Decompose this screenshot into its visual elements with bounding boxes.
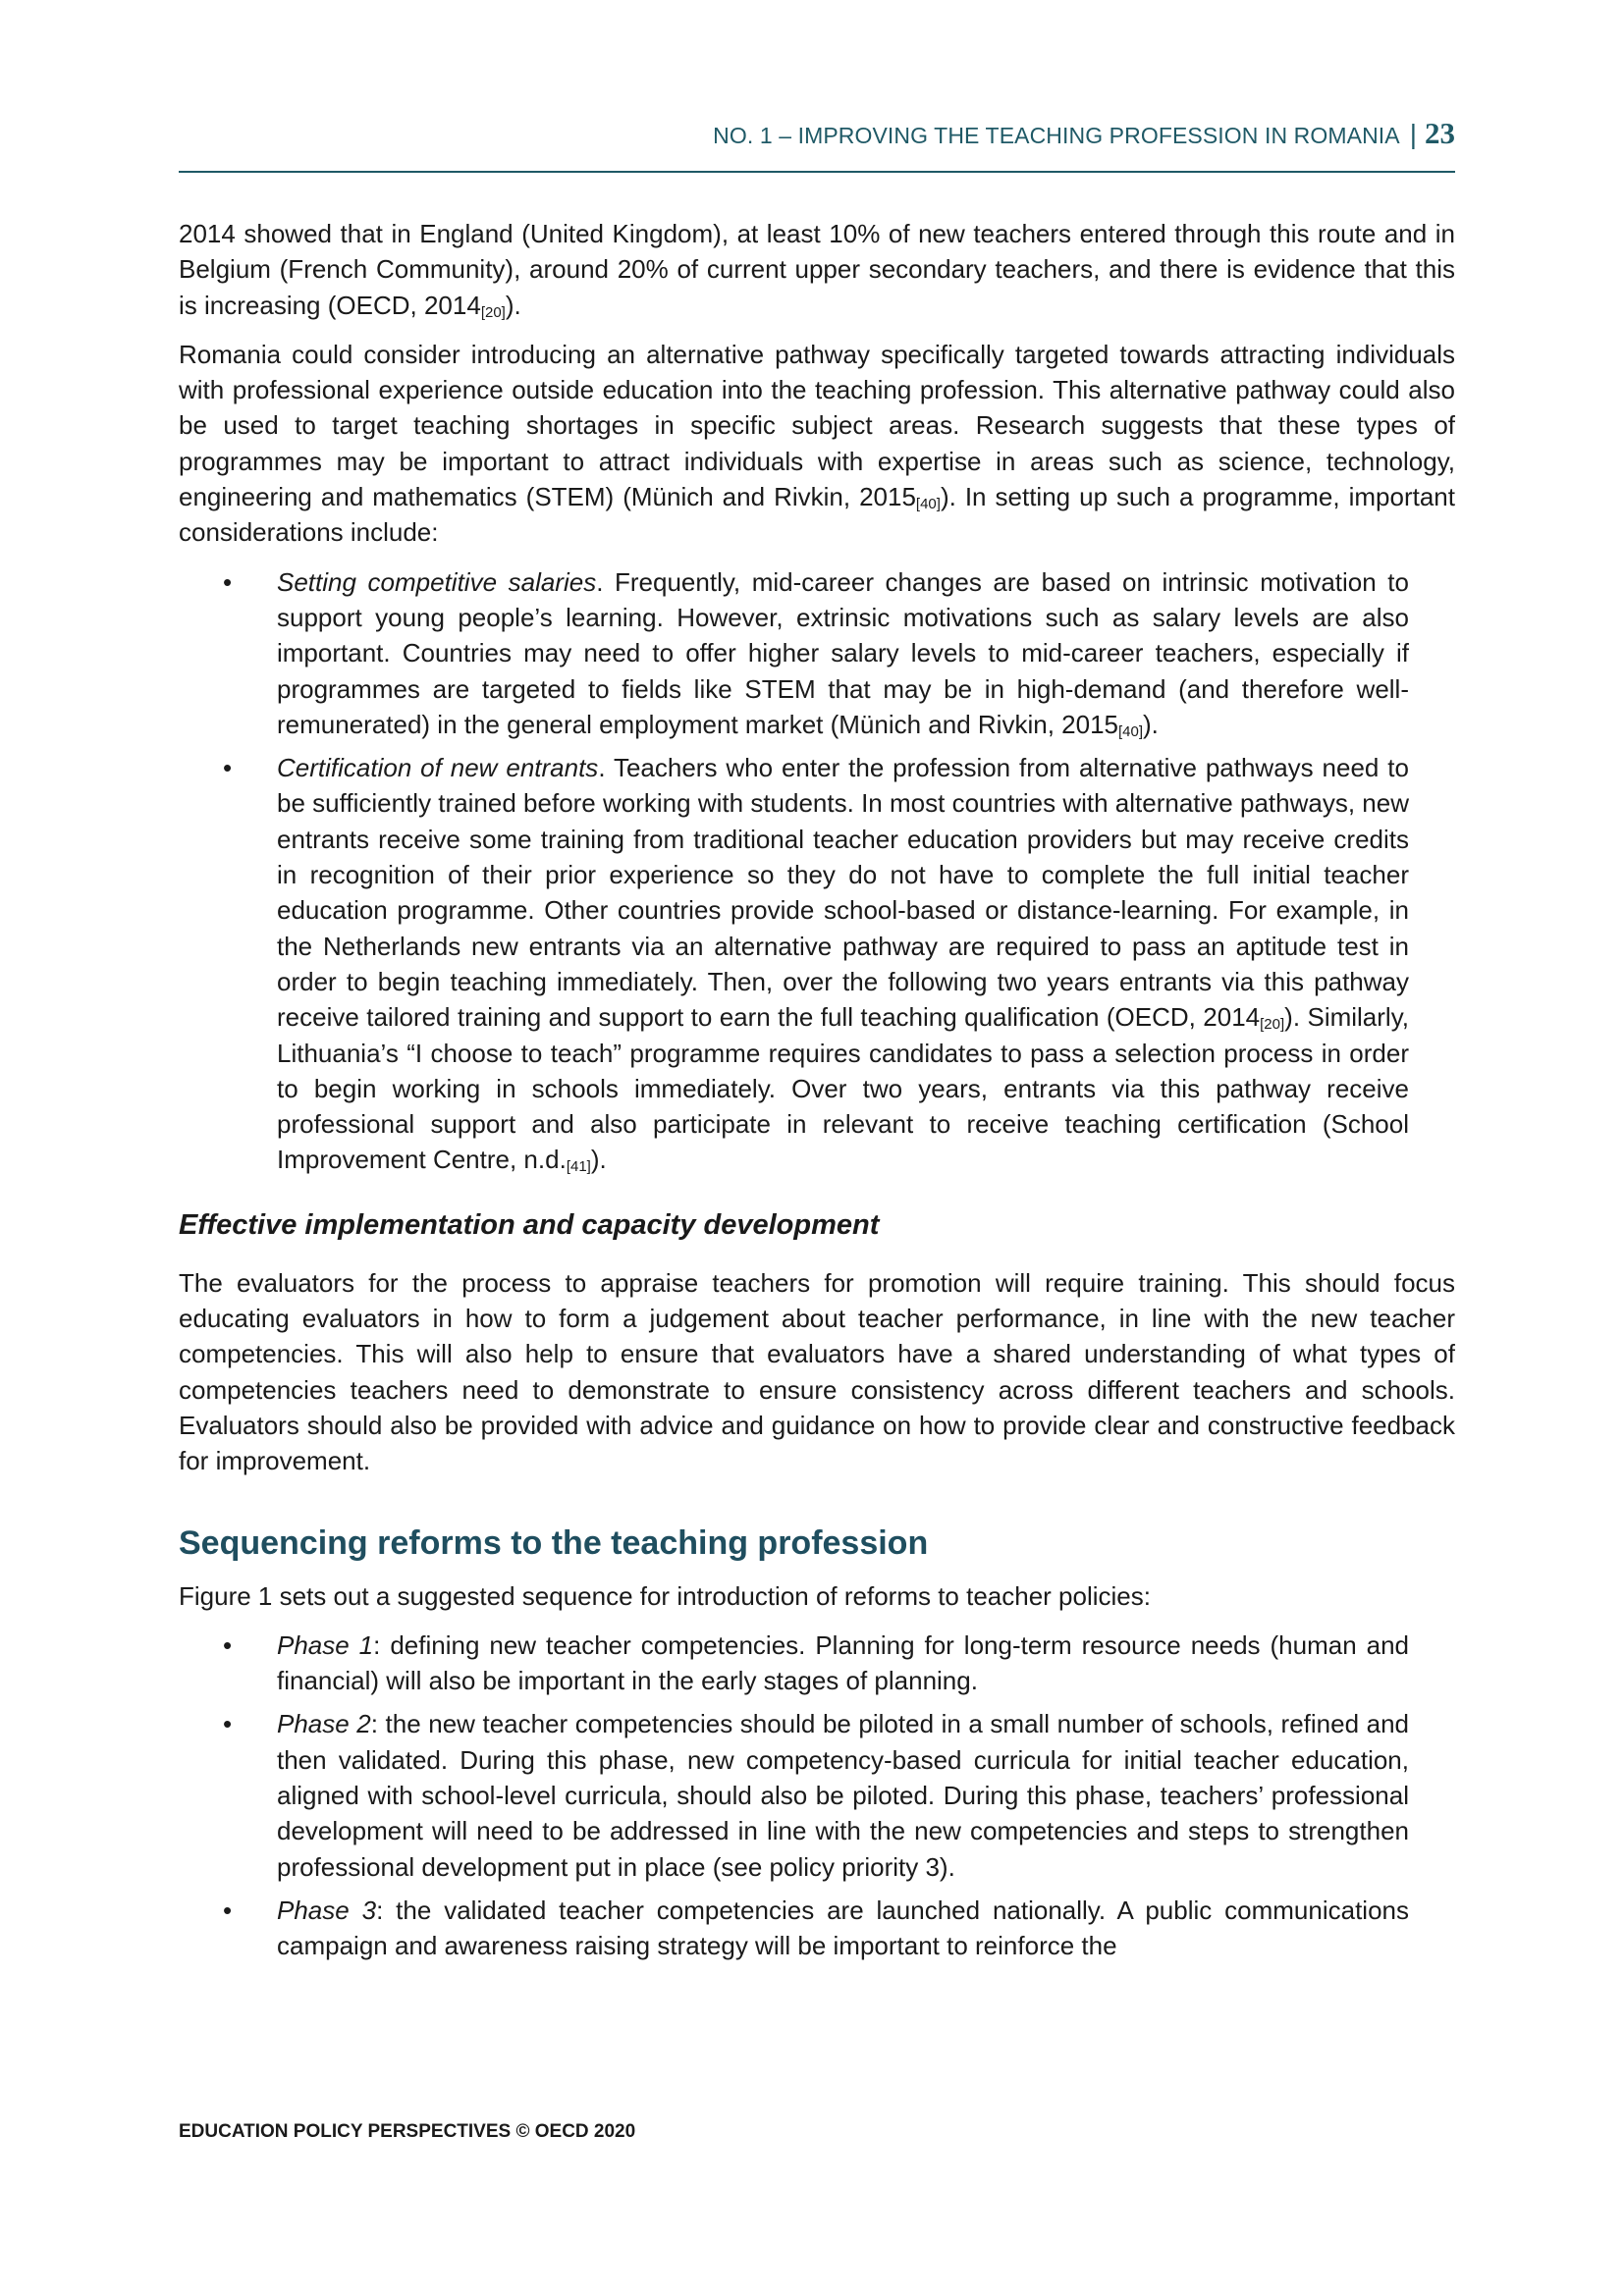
item-text: . Frequently, mid-career changes are based on intrinsic motivation to support young people’s learning. However, extrinsic motivations such as salary levels are also important. Countries may need to offer higher salary levels to mid-career teachers, especially if programmes are targeted to fields like STEM that may be in high-demand (and therefore well-remunerated) in the general employment market (Münich and Rivkin, 2015	[277, 566, 1409, 739]
bullet-icon: •	[223, 1629, 233, 1660]
item-text: : defining new teacher competencies. Planning for long-term resource needs (human and financial) will also be important in the early stages of planning.	[277, 1629, 1410, 1696]
page-body	[179, 216, 1455, 1979]
paragraph-1-text: 2014 showed that in England (United Kingdom), at least 10% of new teachers entered through this route and in Belgium (French Community), around 20% of current upper secondary teachers, and there is evidence that this is increasing (OECD, 2014	[179, 219, 1455, 320]
citation-ref: [40]	[915, 496, 941, 513]
page-footer: EDUCATION POLICY PERSPECTIVES © OECD 2020	[179, 2121, 636, 2142]
page-header	[179, 116, 1455, 173]
list-item	[223, 564, 1409, 742]
paragraph-1	[179, 216, 1455, 323]
list-item	[223, 1893, 1410, 1964]
citation-ref: [20]	[1260, 1016, 1285, 1034]
paragraph-2	[179, 337, 1455, 551]
bullet-icon: •	[223, 753, 233, 783]
paragraph-2-text-end: ). In setting up such a programme, important considerations include:	[179, 482, 1455, 548]
list-item	[223, 1706, 1409, 1884]
item-lead: Setting competitive salaries	[277, 566, 597, 597]
bullet-icon: •	[223, 1709, 233, 1739]
running-title: NO. 1 – IMPROVING THE TEACHING PROFESSION IN ROMANIA	[713, 123, 1400, 148]
item-lead: Phase 2	[277, 1709, 371, 1739]
citation-ref: [40]	[1117, 722, 1144, 740]
considerations-list	[179, 564, 1409, 1178]
citation-ref: [41]	[566, 1158, 591, 1176]
item-lead: Phase 3	[277, 1895, 377, 1925]
list-item	[223, 750, 1409, 1178]
paragraph-4: Figure 1 sets out a suggested sequence for introduction of reforms to teacher policies:	[179, 1580, 1151, 1611]
bullet-icon: •	[223, 566, 233, 597]
item-text: : the validated teacher competencies are launched nationally. A public communications campaign and awareness raising strategy will be important to reinforce the	[277, 1895, 1410, 1961]
section-heading: Sequencing reforms to the teaching profession	[179, 1523, 929, 1562]
item-text: : the new teacher competencies should be piloted in a small number of schools, refined and then validated. During this phase, new competency-based curricula for initial teacher education, aligned with school-level curricula, should also be piloted. During this phase, teachers’ professional development will need to be addressed in line with the new competencies and steps to strengthen professional development put in place (see policy priority 3).	[277, 1709, 1409, 1882]
item-lead: Certification of new entrants	[277, 753, 599, 783]
item-lead: Phase 1	[277, 1629, 374, 1660]
phases-list	[179, 1628, 1409, 1964]
paragraph-1-text-end: ).	[505, 290, 521, 320]
page-number: 23	[1425, 116, 1455, 150]
item-text-end: ).	[1143, 709, 1159, 739]
header-separator: |	[1409, 119, 1417, 149]
bullet-icon: •	[223, 1895, 233, 1925]
item-text-end: ).	[590, 1145, 607, 1175]
item-text: . Teachers who enter the profession from alternative pathways need to be sufficiently trained before working with students. In most countries with alternative pathways, new entrants receive some training from traditional teacher education providers but may receive credits in recognition of their prior experience so they do not have to complete the full initial teacher education programme. Other countries provide school-based or distance-learning. For example, in the Netherlands new entrants via an alternative pathway are required to pass an aptitude test in order to begin teaching immediately. Then, over the following two years entrants via this pathway receive tailored training and support to earn the full teaching qualification (OECD, 2014	[277, 753, 1409, 1033]
paragraph-3: The evaluators for the process to appraise teachers for promotion will require training. This should focus educating evaluators in how to form a judgement about teacher performance, in line with the new teacher competencies. This will also help to ensure that evaluators have a shared understanding of what types of competencies teachers need to demonstrate to ensure consistency across different teachers and schools. Evaluators should also be provided with advice and guidance on how to provide clear and constructive feedback for improvement.	[179, 1267, 1455, 1476]
list-item	[223, 1628, 1410, 1699]
citation-ref: [20]	[480, 303, 506, 321]
paragraph-2-text: Romania could consider introducing an alternative pathway specifically targeted towards attracting individuals with professional experience outside education into the teaching profession. This alternative pathway could also be used to target teaching shortages in specific subject areas. Research suggests that these types of programmes may be important to attract individuals with expertise in areas such as science, technology, engineering and mathematics (STEM) (Münich and Rivkin, 2015	[179, 339, 1455, 512]
item-text-middle: ). Similarly, Lithuania’s “I choose to teach” programme requires candidates to pass a selection process in order to begin working in schools immediately. Over two years, entrants via this pathway receive professional support and also participate in relevant to receive teaching certification (School Improvement Centre, n.d.	[277, 1002, 1409, 1175]
subheading: Effective implementation and capacity development	[179, 1208, 880, 1241]
